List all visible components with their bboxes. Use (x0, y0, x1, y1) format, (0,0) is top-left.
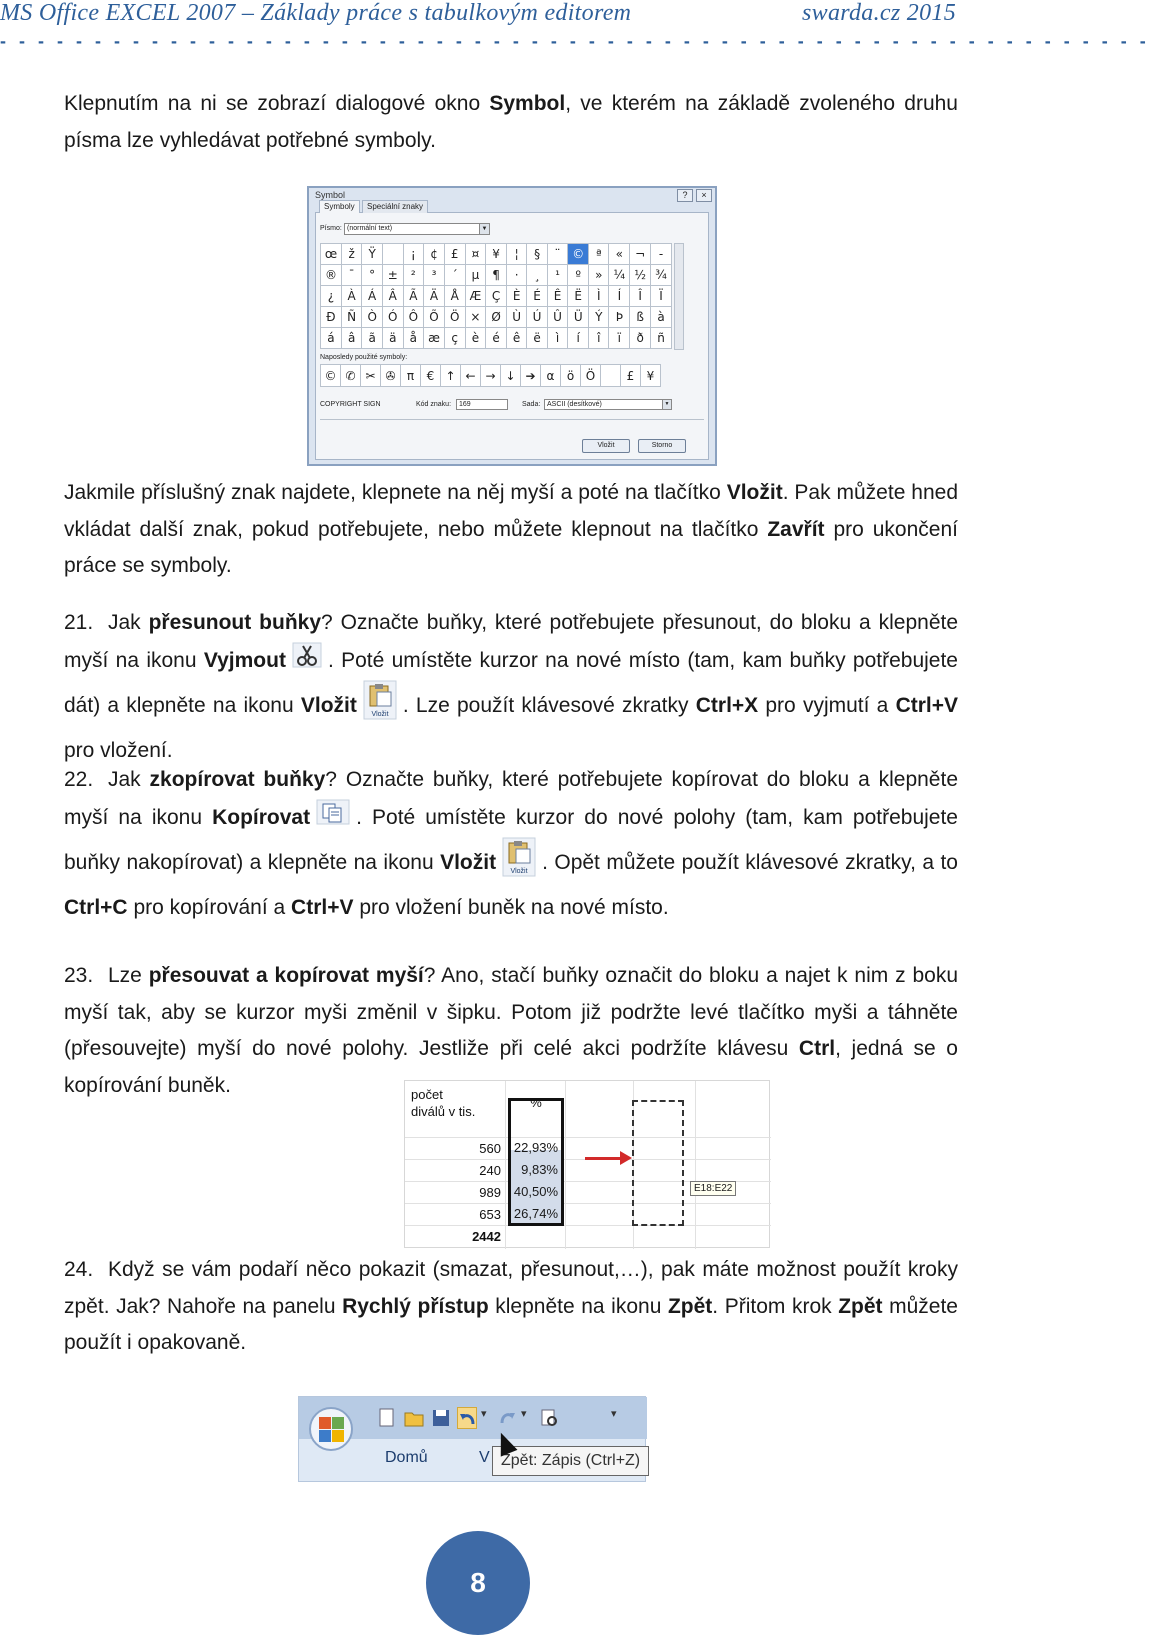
recent-symbol-cell[interactable]: → (481, 365, 501, 387)
symbol-cell[interactable]: ® (321, 265, 342, 286)
spreadsheet-illustration (404, 1080, 770, 1248)
print-preview-icon[interactable] (539, 1407, 559, 1429)
symbol-cell[interactable]: Ç (486, 286, 507, 307)
chevron-down-icon: ▼ (479, 224, 489, 234)
item-22 (64, 762, 958, 926)
chevron-down-icon[interactable]: ▾ (521, 1408, 527, 1420)
symbol-cell[interactable]: Ó (382, 307, 403, 328)
recent-symbol-cell[interactable]: £ (621, 365, 641, 387)
recent-symbol-cell[interactable]: € (421, 365, 441, 387)
symbol-row (321, 244, 672, 265)
text: klepněte na ikonu (488, 1294, 668, 1318)
symbol-cell[interactable]: Ö (444, 307, 465, 328)
cancel-button[interactable]: Storno (638, 439, 686, 453)
percent-cell: 40,50% (513, 1184, 558, 1199)
recent-row (321, 365, 661, 387)
symbol-cell[interactable]: × (465, 307, 486, 328)
symbol-cell[interactable]: Ï (651, 286, 672, 307)
bold-text: Vyjmout (203, 648, 286, 672)
symbol-row (321, 328, 672, 349)
drag-arrow (585, 1157, 625, 1160)
bold-text: Rychlý přístup (342, 1294, 489, 1318)
symbol-cell[interactable]: É (527, 286, 547, 307)
symbol-cell[interactable]: Ä (424, 286, 445, 307)
item-number: 21. (64, 611, 94, 634)
symbol-cell[interactable]: í (568, 328, 589, 349)
text: pro kopírování a (127, 895, 292, 919)
header-title: MS Office EXCEL 2007 – Základy práce s tabulkovým editorem (0, 0, 632, 26)
symbol-cell[interactable]: Ü (568, 307, 589, 328)
count-cell: 989 (479, 1185, 501, 1200)
from-label: Sada: (522, 401, 541, 408)
symbol-cell[interactable]: ž (341, 244, 361, 265)
item-number: 24. (64, 1258, 94, 1281)
percent-cell: 22,93% (513, 1140, 558, 1155)
char-code-label: Kód znaku: (416, 401, 452, 408)
bold-text: Kopírovat (212, 805, 311, 829)
text: pro vložení buněk na nové místo. (353, 895, 669, 919)
new-document-icon[interactable] (377, 1407, 397, 1429)
bold-text: přesouvat a kopírovat myší (148, 964, 424, 987)
open-folder-icon[interactable] (403, 1407, 423, 1429)
bold-text: Ctrl+V (291, 895, 354, 919)
symbol-row (321, 286, 672, 307)
text: pro vložení. (64, 738, 173, 762)
grid-line (565, 1081, 566, 1249)
symbol-cell[interactable]: Æ (465, 286, 486, 307)
bold-text: Vložit (440, 850, 497, 874)
tab-special-chars[interactable]: Speciální znaky (362, 200, 428, 213)
symbol-cell[interactable]: ã (362, 328, 383, 349)
symbol-cell[interactable]: Û (547, 307, 567, 328)
header-count: počet (411, 1087, 443, 1102)
symbol-cell[interactable]: Ë (568, 286, 589, 307)
recent-symbol-cell[interactable]: Ö (581, 365, 601, 387)
symbol-cell[interactable]: ¶ (486, 265, 507, 286)
insert-button[interactable]: Vložit (582, 439, 630, 453)
symbol-cell[interactable]: ì (547, 328, 567, 349)
recent-symbol-cell[interactable]: ← (461, 365, 481, 387)
recent-symbol-cell[interactable] (601, 365, 621, 387)
symbol-row (321, 265, 672, 286)
bold-text: přesunout buňky (148, 611, 322, 634)
symbol-cell[interactable]: Ø (486, 307, 507, 328)
symbol-cell[interactable]: £ (444, 244, 465, 265)
symbol-cell[interactable]: Ÿ (362, 244, 383, 265)
symbol-cell[interactable]: ß (630, 307, 651, 328)
symbol-cell[interactable]: ° (362, 265, 383, 286)
symbol-cell[interactable]: ¯ (341, 265, 361, 286)
bold-text: Zpět (838, 1294, 883, 1318)
text: , jedná se o kopírování buněk. (64, 1037, 958, 1097)
symbol-table (320, 243, 672, 349)
symbol-cell[interactable]: Ý (589, 307, 609, 328)
bold-text: Ctrl+V (895, 693, 958, 717)
tab-home[interactable]: Domů (385, 1449, 428, 1466)
bold-text: Ctrl (798, 1037, 836, 1060)
header-percent: % (530, 1095, 542, 1110)
percent-cell: 26,74% (513, 1206, 558, 1221)
bold-text: Vložit (300, 693, 357, 717)
symbol-cell[interactable]: å (403, 328, 424, 349)
symbol-cell[interactable]: Ê (547, 286, 567, 307)
symbol-row (321, 307, 672, 328)
symbol-cell[interactable]: Þ (609, 307, 630, 328)
bold-text: Ctrl+C (64, 895, 128, 919)
arrow-right-icon (620, 1151, 632, 1165)
symbol-cell[interactable]: ¾ (651, 265, 672, 286)
symbol-cell[interactable]: ï (609, 328, 630, 349)
text: , ve kterém na základě zvoleného druhu písma lze vyhledávat potřebné symboly. (64, 92, 958, 152)
symbol-cell[interactable]: - (651, 244, 672, 265)
symbol-cell[interactable]: à (651, 307, 672, 328)
symbol-cell[interactable]: Å (444, 286, 465, 307)
recent-symbol-cell[interactable]: ö (561, 365, 581, 387)
recent-symbol-cell[interactable]: ✇ (381, 365, 401, 387)
symbol-cell[interactable]: © (568, 244, 589, 265)
grid-line (405, 1137, 771, 1138)
symbol-cell[interactable]: Ì (589, 286, 609, 307)
recent-symbol-cell[interactable]: ↓ (501, 365, 521, 387)
text: pro vyjmutí a (758, 693, 896, 717)
undo-tooltip: Zpět: Zápis (Ctrl+Z) (492, 1446, 649, 1476)
text: Lze (108, 964, 149, 987)
symbol-cell[interactable]: œ (321, 244, 342, 265)
symbol-cell[interactable]: § (527, 244, 547, 265)
symbol-cell[interactable]: ¢ (424, 244, 445, 265)
from-select[interactable] (544, 399, 672, 410)
scissors-icon (292, 642, 322, 681)
paste-icon (363, 680, 397, 733)
symbol-cell[interactable]: ¬ (630, 244, 651, 265)
paste-icon (502, 837, 536, 890)
recent-symbol-cell[interactable]: ➔ (521, 365, 541, 387)
text: Klepnutím na ni se zobrazí dialogové okno (64, 92, 490, 115)
text: ? Označte buňky, které potřebujete kopírovat do bloku a klepněte myší na ikonu (64, 768, 959, 829)
symbol-cell[interactable]: Ú (527, 307, 547, 328)
header-site: swarda.cz 2015 (802, 0, 956, 26)
symbol-cell[interactable]: Â (382, 286, 403, 307)
recent-table (320, 364, 661, 387)
total-cell: 2442 (472, 1229, 501, 1244)
font-value: (normální text) (347, 225, 393, 232)
symbol-cell[interactable]: À (341, 286, 361, 307)
symbol-cell[interactable]: Ã (403, 286, 424, 307)
symbol-cell[interactable]: á (321, 328, 342, 349)
undo-icon[interactable] (457, 1407, 477, 1429)
grid-line (505, 1081, 506, 1249)
symbol-cell[interactable]: Ð (321, 307, 342, 328)
symbol-cell[interactable]: ¥ (486, 244, 507, 265)
symbol-cell[interactable]: ¿ (321, 286, 342, 307)
font-label: Písmo: (320, 225, 342, 232)
count-cell: 560 (479, 1141, 501, 1156)
grid-line (405, 1225, 771, 1226)
symbol-cell[interactable]: ¨ (547, 244, 567, 265)
symbol-cell[interactable]: · (506, 265, 526, 286)
text: . Poté umístěte kurzor na nové místo (tam, kam buňky potřebujete dát) a klepněte na ikonu (64, 648, 958, 717)
recent-symbol-cell[interactable]: ↑ (441, 365, 461, 387)
dialog-body (315, 202, 709, 460)
symbol-cell[interactable]: Ò (362, 307, 383, 328)
symbol-cell[interactable]: Ù (506, 307, 526, 328)
symbol-cell[interactable]: ± (382, 265, 403, 286)
symbol-cell[interactable]: ñ (651, 328, 672, 349)
item-24 (64, 1252, 958, 1362)
symbol-cell[interactable]: ´ (444, 265, 465, 286)
symbol-cell[interactable]: ª (589, 244, 609, 265)
recent-symbol-cell[interactable]: © (321, 365, 341, 387)
bold-text: Ctrl+X (695, 693, 759, 717)
chevron-down-icon[interactable]: ▾ (481, 1408, 487, 1420)
count-cell: 240 (479, 1163, 501, 1178)
text: pro ukončení práce se symboly. (64, 517, 958, 577)
symbol-cell[interactable]: ² (403, 265, 424, 286)
symbol-cell[interactable]: ¡ (403, 244, 424, 265)
header-count-2: diválů v tis. (411, 1104, 476, 1119)
tab-insert-partial[interactable]: V (479, 1449, 490, 1466)
tab-symbols[interactable]: Symboly (319, 200, 360, 213)
symbol-cell[interactable]: ¼ (609, 265, 630, 286)
text: Jak (108, 611, 149, 634)
svg-text:Vložit: Vložit (510, 868, 528, 875)
symbol-cell[interactable]: ¸ (527, 265, 547, 286)
recent-symbol-cell[interactable]: α (541, 365, 561, 387)
symbol-cell[interactable]: « (609, 244, 630, 265)
symbol-cell[interactable]: » (589, 265, 609, 286)
symbol-cell[interactable] (382, 244, 403, 265)
item-number: 23. (64, 964, 94, 987)
bold-text: Zavřít (767, 517, 825, 541)
symbol-cell[interactable]: ê (506, 328, 526, 349)
save-icon[interactable] (431, 1407, 451, 1429)
font-select[interactable] (344, 223, 490, 235)
symbol-cell[interactable]: ä (382, 328, 403, 349)
recent-symbols-label: Naposledy použité symboly: (320, 354, 408, 361)
symbol-grid (320, 243, 672, 349)
symbol-cell[interactable]: ¦ (506, 244, 526, 265)
copy-icon (316, 799, 350, 838)
symbol-cell[interactable]: ð (630, 328, 651, 349)
text: ? Ano, stačí buňky označit do bloku a najet k nim z boku myší tak, aby se kurzor myši změnil v šipku. Potom již podržte levé tlačítko myši a táhněte (přesouvejte) myší do nové polohy. Jestliže při celé akci podržíte klávesu (64, 964, 959, 1060)
symbol-cell[interactable]: È (506, 286, 526, 307)
text: Jakmile příslušný znak najdete, klepnete na něj myší a poté na tlačítko (64, 481, 727, 504)
symbol-cell[interactable]: ¤ (465, 244, 486, 265)
close-icon[interactable]: × (696, 189, 712, 202)
symbol-cell[interactable]: â (341, 328, 361, 349)
symbol-cell[interactable]: ë (527, 328, 547, 349)
text: . Opět můžete použít klávesové zkratky, a to (542, 850, 958, 874)
text: . Poté umístěte kurzor do nové polohy (tam, kam potřebujete buňky nakopírovat) a klepněte na ikonu (64, 805, 958, 874)
drag-target-outline (632, 1100, 684, 1226)
item-number: 22. (64, 768, 94, 791)
page-header (0, 0, 1150, 56)
symbol-cell[interactable]: ½ (630, 265, 651, 286)
bold-text: Zpět (667, 1294, 713, 1318)
customize-toolbar-icon[interactable]: ▾ (611, 1408, 617, 1420)
symbol-cell[interactable]: Ñ (341, 307, 361, 328)
text: můžete použít i opakovaně. (64, 1294, 958, 1354)
symbol-cell[interactable]: µ (465, 265, 486, 286)
text: . Lze použít klávesové zkratky (402, 693, 696, 717)
bold-text: Symbol (489, 92, 566, 115)
bold-text: Vložit (726, 481, 783, 504)
dialog-title: Symbol (315, 190, 346, 200)
symbol-cell[interactable]: è (465, 328, 486, 349)
header-dashed-rule: - - - - - - - - - - - - - - - - - - - - - - - - - - - - - - - - - - - - - - - - - - - - - - - - - - - - - - - - - - - - - (0, 31, 1150, 51)
divider (320, 419, 704, 420)
text: . Pak můžete hned vkládat další znak, pokud potřebujete, nebo můžete klepnout na tlačítko (64, 481, 958, 541)
symbol-cell[interactable]: î (589, 328, 609, 349)
symbol-cell[interactable]: æ (424, 328, 445, 349)
symbol-cell[interactable]: ¹ (547, 265, 567, 286)
item-21 (64, 605, 958, 769)
logo-part (319, 1417, 331, 1429)
symbol-cell[interactable]: é (486, 328, 507, 349)
char-name: COPYRIGHT SIGN (320, 401, 381, 408)
count-cell: 653 (479, 1207, 501, 1222)
logo-part (332, 1430, 344, 1442)
symbol-cell[interactable]: Õ (424, 307, 445, 328)
symbol-cell[interactable]: ç (444, 328, 465, 349)
office-button[interactable] (309, 1407, 353, 1451)
recent-symbols (320, 364, 661, 387)
text: Jak (108, 768, 150, 791)
page-number: 8 (426, 1531, 530, 1635)
grid-line (405, 1203, 771, 1204)
paragraph-symbol-intro (64, 86, 958, 159)
recent-symbol-cell[interactable]: ✆ (341, 365, 361, 387)
bold-text: zkopírovat buňky (149, 768, 326, 791)
symbol-cell[interactable]: Í (609, 286, 630, 307)
logo-part (319, 1430, 331, 1442)
text: ? Označte buňky, které potřebujete přesunout, do bloku a klepněte myší na ikonu (64, 611, 959, 672)
recent-symbol-cell[interactable]: ¥ (641, 365, 661, 387)
from-value: ASCII (desítkové) (547, 401, 602, 408)
grid-line (695, 1081, 696, 1249)
symbol-cell[interactable]: ³ (424, 265, 445, 286)
logo-part (332, 1417, 344, 1429)
svg-text:Vložit: Vložit (371, 711, 389, 718)
symbol-cell[interactable]: Î (630, 286, 651, 307)
text: . Přitom krok (712, 1294, 839, 1318)
recent-symbol-cell[interactable]: ✂ (361, 365, 381, 387)
symbol-cell[interactable]: Ô (403, 307, 424, 328)
paragraph-insert-info (64, 475, 958, 585)
symbol-dialog (307, 186, 717, 466)
chevron-down-icon: ▼ (662, 400, 671, 409)
symbol-cell[interactable]: º (568, 265, 589, 286)
recent-symbol-cell[interactable]: π (401, 365, 421, 387)
char-code-input[interactable]: 169 (456, 399, 508, 410)
percent-cell: 9,83% (521, 1162, 558, 1177)
symbol-cell[interactable]: Á (362, 286, 383, 307)
text: Když se vám podaří něco pokazit (smazat, přesunout,…), pak máte možnost použít kroky zpět. Jak? Nahoře na panelu (64, 1258, 958, 1318)
range-tooltip: E18:E22 (690, 1181, 736, 1196)
help-button[interactable]: ? (677, 189, 693, 202)
grid-scrollbar[interactable] (674, 243, 684, 350)
redo-icon[interactable] (497, 1407, 517, 1429)
